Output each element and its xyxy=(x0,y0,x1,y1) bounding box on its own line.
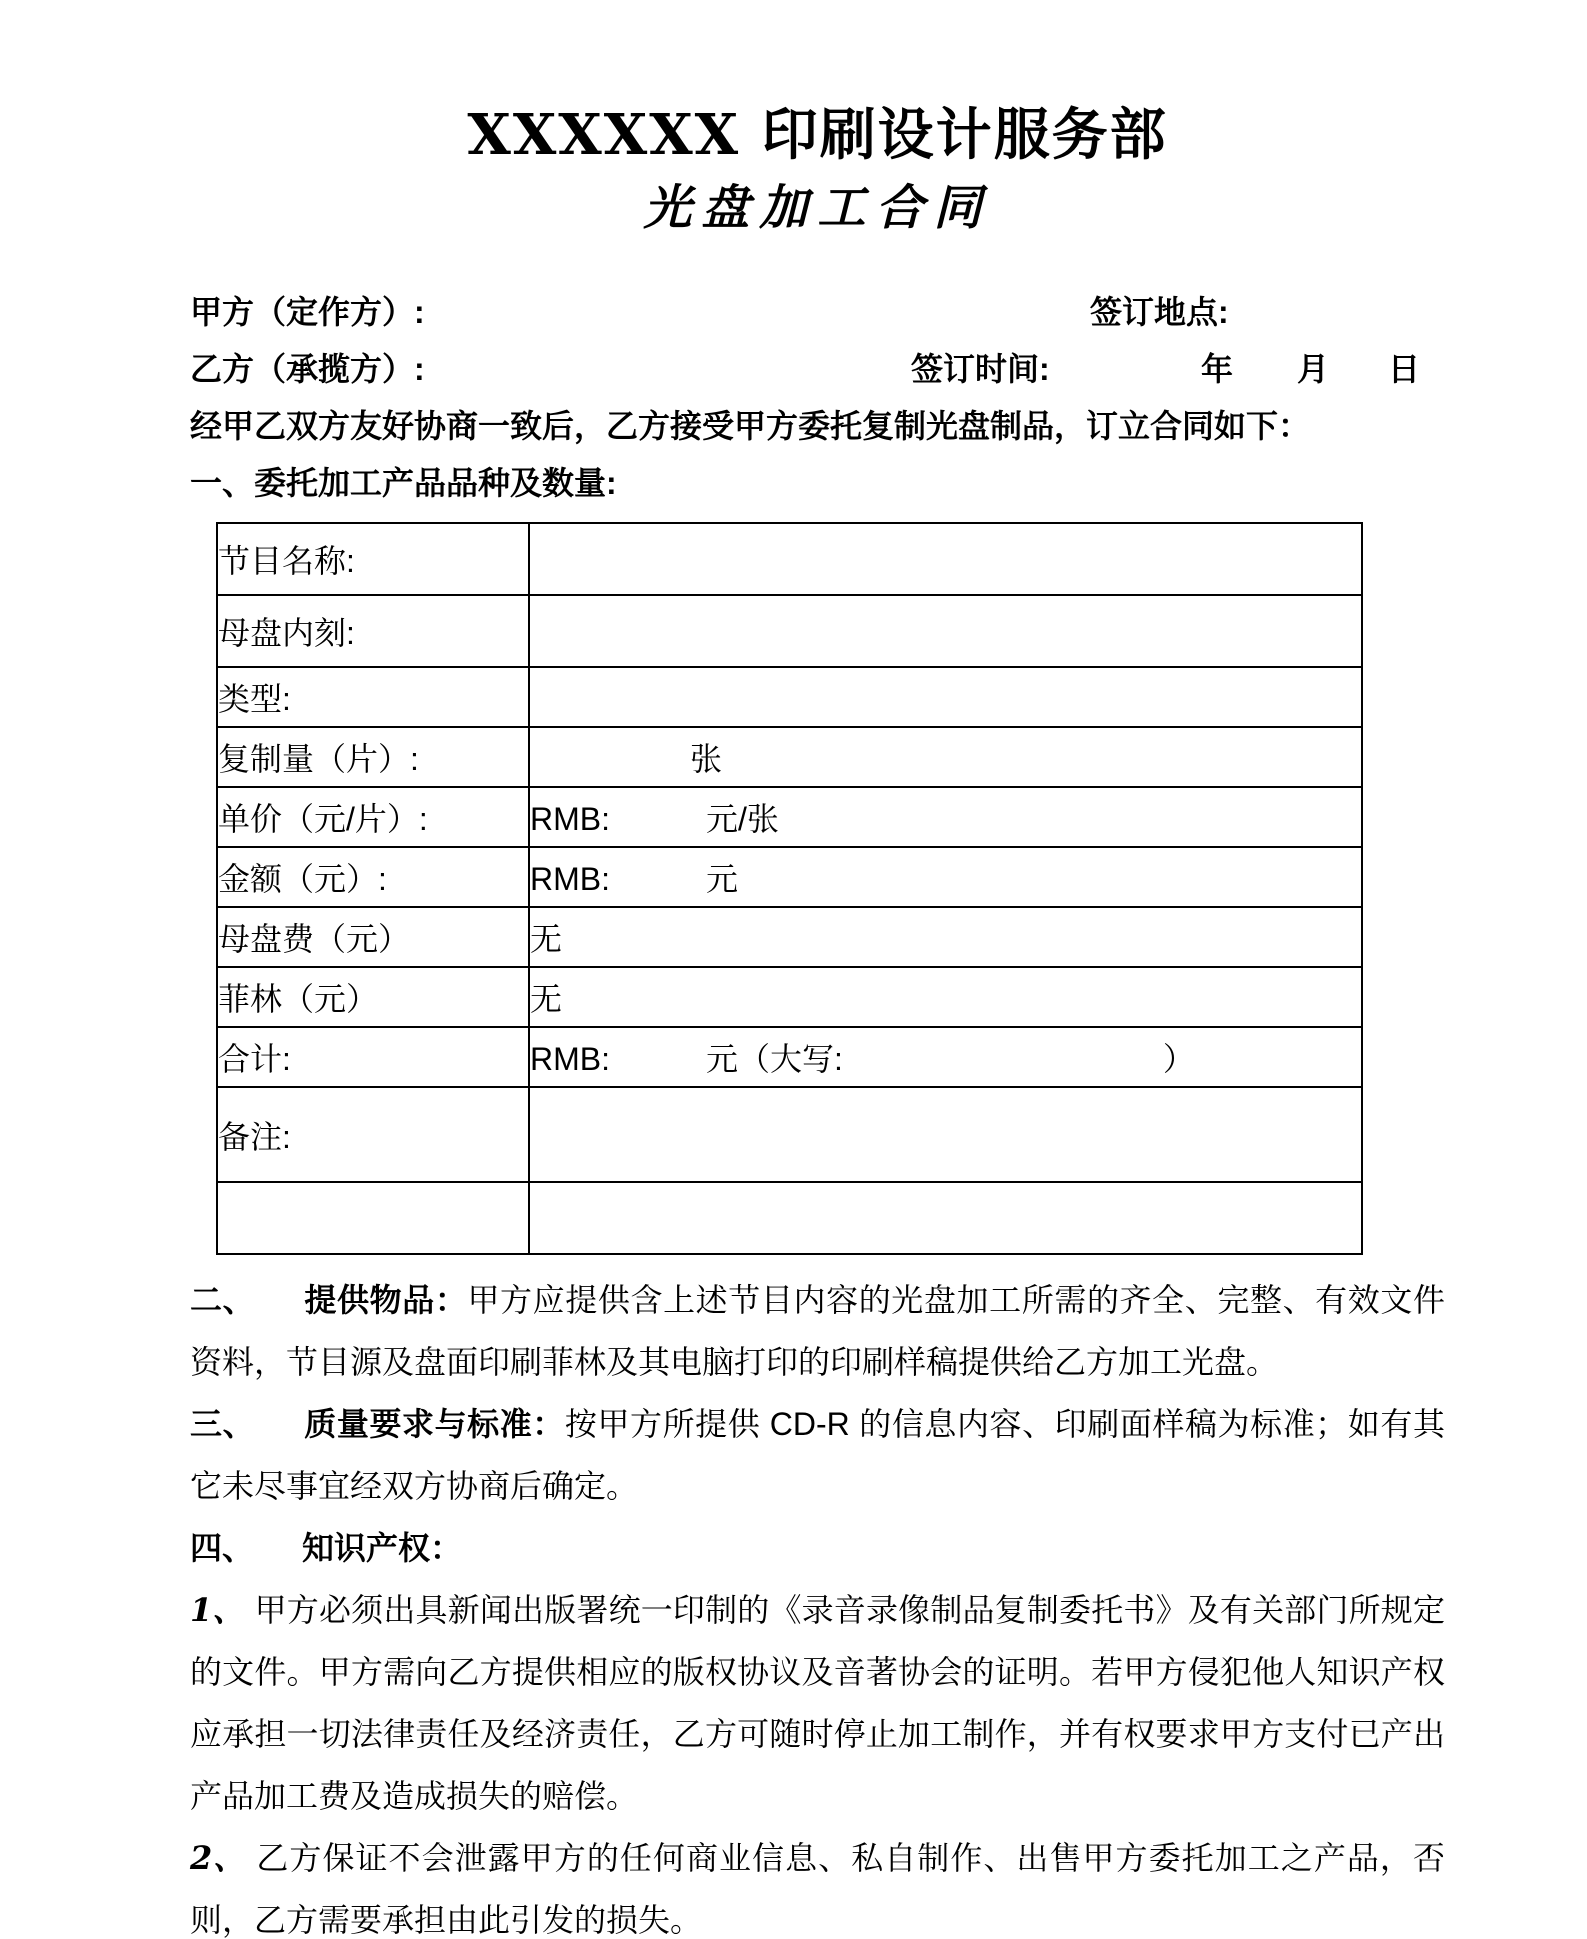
clause1-number: 1、 xyxy=(190,1591,245,1629)
section3-body: 按甲方所提供 CD-R 的信息内容、印刷面样稿为标准；如有其它未尽事宜经双方协商后确定。 xyxy=(190,1406,1445,1504)
row-label: 节目名称: xyxy=(217,523,529,595)
month-label: 月 xyxy=(1297,351,1330,387)
row-value xyxy=(529,667,1362,727)
row-value: RMB: 元（大写: ） xyxy=(529,1027,1362,1087)
party-a-label: 甲方（定作方）: xyxy=(190,294,425,330)
row-value xyxy=(529,523,1362,595)
header-fields xyxy=(190,284,1445,455)
row-value xyxy=(529,1182,1362,1254)
table-row xyxy=(217,847,1362,907)
row-label: 母盘内刻: xyxy=(217,595,529,667)
row-label: 金额（元）: xyxy=(217,847,529,907)
row-value xyxy=(529,1087,1362,1182)
row-label xyxy=(217,1182,529,1254)
sign-place-label: 签订地点: xyxy=(1090,294,1229,330)
table-row xyxy=(217,1027,1362,1087)
row-label: 复制量（片）: xyxy=(217,727,529,787)
row-label: 类型: xyxy=(217,667,529,727)
row-label: 备注: xyxy=(217,1087,529,1182)
intro-sentence: 经甲乙双方友好协商一致后，乙方接受甲方委托复制光盘制品，订立合同如下： xyxy=(190,408,1311,444)
section4-heading xyxy=(190,1517,1445,1579)
section2-lead: 二、 提供物品： xyxy=(190,1282,468,1318)
contract-clauses xyxy=(190,1269,1445,1939)
clause1-body: 甲方必须出具新闻出版署统一印制的《录音录像制品复制委托书》及有关部门所规定的文件。甲方需向乙方提供相应的版权协议及音著协会的证明。若甲方侵犯他人知识产权应承担一切法律责任及经济责任，乙方可随时停止加工制作，并有权要求甲方支付已产出产品加工费及造成损失的赔偿。 xyxy=(190,1592,1445,1814)
row-label: 单价（元/片）: xyxy=(217,787,529,847)
row-label: 合计: xyxy=(217,1027,529,1087)
table-row xyxy=(217,667,1362,727)
table-row xyxy=(217,967,1362,1027)
table-row xyxy=(217,595,1362,667)
table-row xyxy=(217,523,1362,595)
row-value: 无 xyxy=(529,907,1362,967)
table-row xyxy=(217,727,1362,787)
clause2-body: 乙方保证不会泄露甲方的任何商业信息、私自制作、出售甲方委托加工之产品，否则，乙方需要承担由此引发的损失。 xyxy=(190,1840,1445,1938)
product-table xyxy=(216,522,1363,1255)
sign-time-label: 签订时间: xyxy=(911,351,1050,387)
party-b-label: 乙方（承揽方）: xyxy=(190,351,425,387)
row-value: RMB: 元 xyxy=(529,847,1362,907)
row-value: 无 xyxy=(529,967,1362,1027)
row-value: 张 xyxy=(529,727,1362,787)
year-label: 年 xyxy=(1201,351,1234,387)
row-value xyxy=(529,595,1362,667)
table-row xyxy=(217,907,1362,967)
day-label: 日 xyxy=(1388,351,1421,387)
section1-heading: 一、委托加工产品品种及数量: xyxy=(190,465,617,501)
section2-body: 甲方应提供含上述节目内容的光盘加工所需的齐全、完整、有效文件资料，节目源及盘面印刷菲林及其电脑打印的印刷样稿提供给乙方加工光盘。 xyxy=(190,1282,1445,1380)
party-b-row xyxy=(190,341,1445,398)
section2-paragraph xyxy=(190,1269,1445,1393)
row-label: 母盘费（元） xyxy=(217,907,529,967)
table-row xyxy=(217,1087,1362,1182)
document-title: XXXXXX 印刷设计服务部 xyxy=(467,102,1168,168)
party-a-row xyxy=(190,284,1445,341)
section4-lead: 四、 知识产权： xyxy=(190,1530,463,1566)
document-subtitle: 光盘加工合同 xyxy=(643,180,992,236)
clause2-number: 2、 xyxy=(190,1839,247,1877)
table-row xyxy=(217,1182,1362,1254)
clause1-paragraph xyxy=(190,1579,1445,1827)
table-row xyxy=(217,787,1362,847)
row-label: 菲林（元） xyxy=(217,967,529,1027)
section3-paragraph xyxy=(190,1393,1445,1517)
clause2-paragraph xyxy=(190,1827,1445,1939)
row-value: RMB: 元/张 xyxy=(529,787,1362,847)
section3-lead: 三、 质量要求与标准： xyxy=(190,1406,565,1442)
